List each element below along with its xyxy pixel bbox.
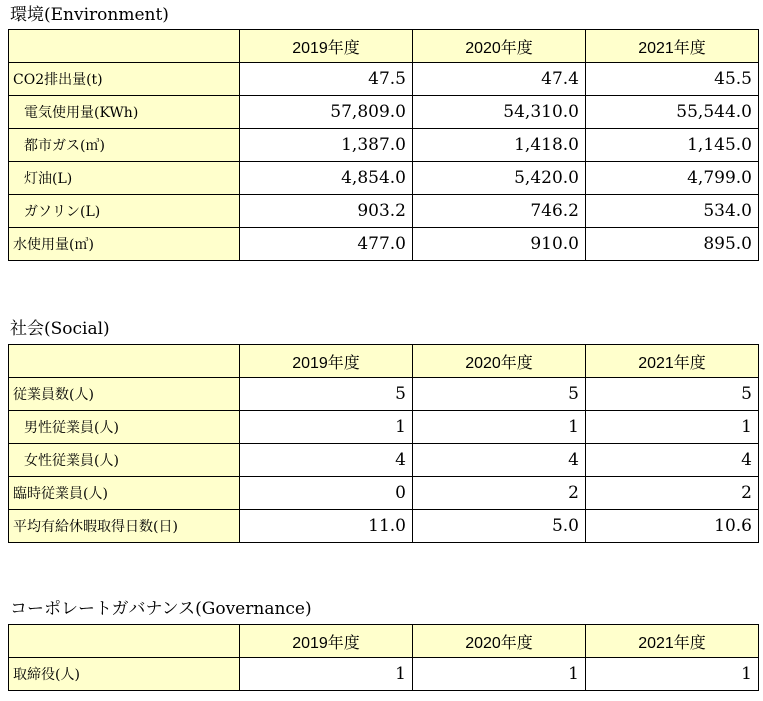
- governance-header-row: [9, 625, 759, 658]
- row-label-water: 水使用量(㎥): [9, 228, 240, 261]
- governance-section-title: コーポレートガバナンス(Governance): [10, 599, 312, 619]
- environment-table: [8, 29, 759, 261]
- table-row: [9, 510, 759, 543]
- row-label-male-employees: 男性従業員(人): [9, 411, 240, 444]
- row-label-temporary-employees: 臨時従業員(人): [9, 477, 240, 510]
- environment-section-title: 環境(Environment): [10, 5, 169, 25]
- table-row: [9, 195, 759, 228]
- value-cell: 1,387.0: [240, 129, 413, 162]
- table-row: [9, 378, 759, 411]
- value-cell: 47.4: [413, 63, 586, 96]
- value-cell: 4: [586, 444, 759, 477]
- value-cell: 4: [240, 444, 413, 477]
- value-cell: 534.0: [586, 195, 759, 228]
- year-header-2020: 2020年度: [413, 30, 586, 63]
- value-cell: 1: [240, 658, 413, 691]
- value-cell: 2: [413, 477, 586, 510]
- table-row: [9, 129, 759, 162]
- row-label-electricity: 電気使用量(KWh): [9, 96, 240, 129]
- value-cell: 57,809.0: [240, 96, 413, 129]
- value-cell: 895.0: [586, 228, 759, 261]
- value-cell: 0: [240, 477, 413, 510]
- value-cell: 54,310.0: [413, 96, 586, 129]
- row-label-gasoline: ガソリン(L): [9, 195, 240, 228]
- value-cell: 1: [413, 658, 586, 691]
- table-row: [9, 444, 759, 477]
- year-header-2021: 2021年度: [586, 345, 759, 378]
- value-cell: 1,145.0: [586, 129, 759, 162]
- year-header-2019: 2019年度: [240, 625, 413, 658]
- row-label-employees: 従業員数(人): [9, 378, 240, 411]
- row-label-co2: CO2排出量(t): [9, 63, 240, 96]
- row-label-paid-leave-days: 平均有給休暇取得日数(日): [9, 510, 240, 543]
- environment-header-row: [9, 30, 759, 63]
- year-header-2020: 2020年度: [413, 625, 586, 658]
- social-table: [8, 344, 759, 543]
- value-cell: 4,799.0: [586, 162, 759, 195]
- value-cell: 1: [240, 411, 413, 444]
- row-label-female-employees: 女性従業員(人): [9, 444, 240, 477]
- value-cell: 5: [586, 378, 759, 411]
- value-cell: 477.0: [240, 228, 413, 261]
- value-cell: 2: [586, 477, 759, 510]
- value-cell: 55,544.0: [586, 96, 759, 129]
- value-cell: 1,418.0: [413, 129, 586, 162]
- social-section-title: 社会(Social): [10, 319, 110, 339]
- value-cell: 903.2: [240, 195, 413, 228]
- value-cell: 45.5: [586, 63, 759, 96]
- social-header-row: [9, 345, 759, 378]
- header-corner-cell: [9, 625, 240, 658]
- value-cell: 47.5: [240, 63, 413, 96]
- value-cell: 1: [413, 411, 586, 444]
- value-cell: 910.0: [413, 228, 586, 261]
- table-row: [9, 228, 759, 261]
- table-row: [9, 63, 759, 96]
- value-cell: 5.0: [413, 510, 586, 543]
- table-row: [9, 162, 759, 195]
- header-corner-cell: [9, 345, 240, 378]
- row-label-directors: 取締役(人): [9, 658, 240, 691]
- table-row: [9, 411, 759, 444]
- governance-table: [8, 624, 759, 691]
- table-row: [9, 477, 759, 510]
- value-cell: 4,854.0: [240, 162, 413, 195]
- value-cell: 11.0: [240, 510, 413, 543]
- value-cell: 4: [413, 444, 586, 477]
- row-label-city-gas: 都市ガス(㎥): [9, 129, 240, 162]
- value-cell: 1: [586, 658, 759, 691]
- header-corner-cell: [9, 30, 240, 63]
- value-cell: 5,420.0: [413, 162, 586, 195]
- value-cell: 5: [240, 378, 413, 411]
- year-header-2020: 2020年度: [413, 345, 586, 378]
- year-header-2019: 2019年度: [240, 345, 413, 378]
- value-cell: 746.2: [413, 195, 586, 228]
- table-row: [9, 96, 759, 129]
- year-header-2019: 2019年度: [240, 30, 413, 63]
- row-label-kerosene: 灯油(L): [9, 162, 240, 195]
- year-header-2021: 2021年度: [586, 30, 759, 63]
- value-cell: 1: [586, 411, 759, 444]
- year-header-2021: 2021年度: [586, 625, 759, 658]
- value-cell: 5: [413, 378, 586, 411]
- value-cell: 10.6: [586, 510, 759, 543]
- table-row: [9, 658, 759, 691]
